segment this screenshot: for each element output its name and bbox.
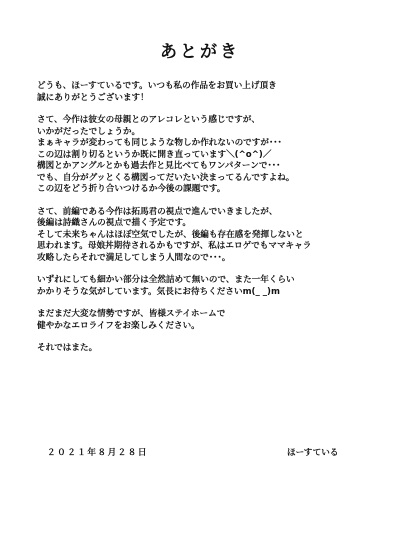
paragraph-story-plan	[37, 207, 393, 265]
text-line: さて、前編である今作は拓馬君の視点で進んでいきましたが、	[37, 206, 278, 217]
text-line: でも、自分がグッとくる構図ってだいたい決まってるんですよね。	[37, 172, 295, 183]
text-line: いずれにしても細かい部分は全然詰めて無いので、また一年くらい	[37, 275, 295, 285]
text-line: それではまた。	[37, 343, 98, 353]
text-line: そして未来ちゃんはほぼ空気でしたが、後編も存在感を発揮しないと	[37, 229, 304, 240]
text-line: さて、今作は彼女の母親とのアレコレという感じですが、	[37, 115, 260, 125]
text-line: この辺をどう折り合いつけるか今後の課題です。	[37, 184, 226, 194]
text-line: どうも、ほーすているです。いつも私の作品をお買い上げ頂き	[37, 81, 277, 91]
paragraph-impressions	[37, 115, 393, 196]
text-line: 誠にありがとうございます！	[37, 92, 149, 103]
page-title: あとがき	[160, 42, 240, 62]
text-line: いかがだったでしょうか。	[37, 126, 141, 137]
paragraph-closing	[37, 343, 393, 355]
author-name: ほーすている	[287, 448, 339, 458]
text-line: この辺は割り切るというか既に開き直っています＼(^o^)／	[37, 149, 272, 160]
paragraph-wishes	[37, 309, 393, 332]
text-line: 思われます。母娘丼期待されるかもですが、私はエロゲでもママキャラ	[37, 241, 312, 251]
paragraph-greeting	[37, 81, 393, 104]
text-line: 攻略したらそれで満足してしまう人間なので･･･。	[37, 252, 231, 263]
afterword-body	[37, 81, 393, 355]
paragraph-schedule	[37, 275, 393, 298]
text-line: かかりそうな気がしています。気長にお待ちくださいm(_ _)m	[37, 286, 280, 297]
text-line: 後編は詩織さんの視点で描く予定です。	[37, 218, 192, 228]
text-line: まぁキャラが変わっても同じような物しか作れないのですが･･･	[37, 138, 282, 148]
text-line: 健やかなエロライフをお楽しみください。	[37, 320, 200, 331]
text-line: 構図とかアングルとかも過去作と見比べてもワンパターンで･･･	[37, 161, 281, 171]
text-line: まだまだ大変な情勢ですが、皆様ステイホームで	[37, 309, 226, 319]
date-text: ２０２１年８月２８日	[47, 448, 148, 458]
